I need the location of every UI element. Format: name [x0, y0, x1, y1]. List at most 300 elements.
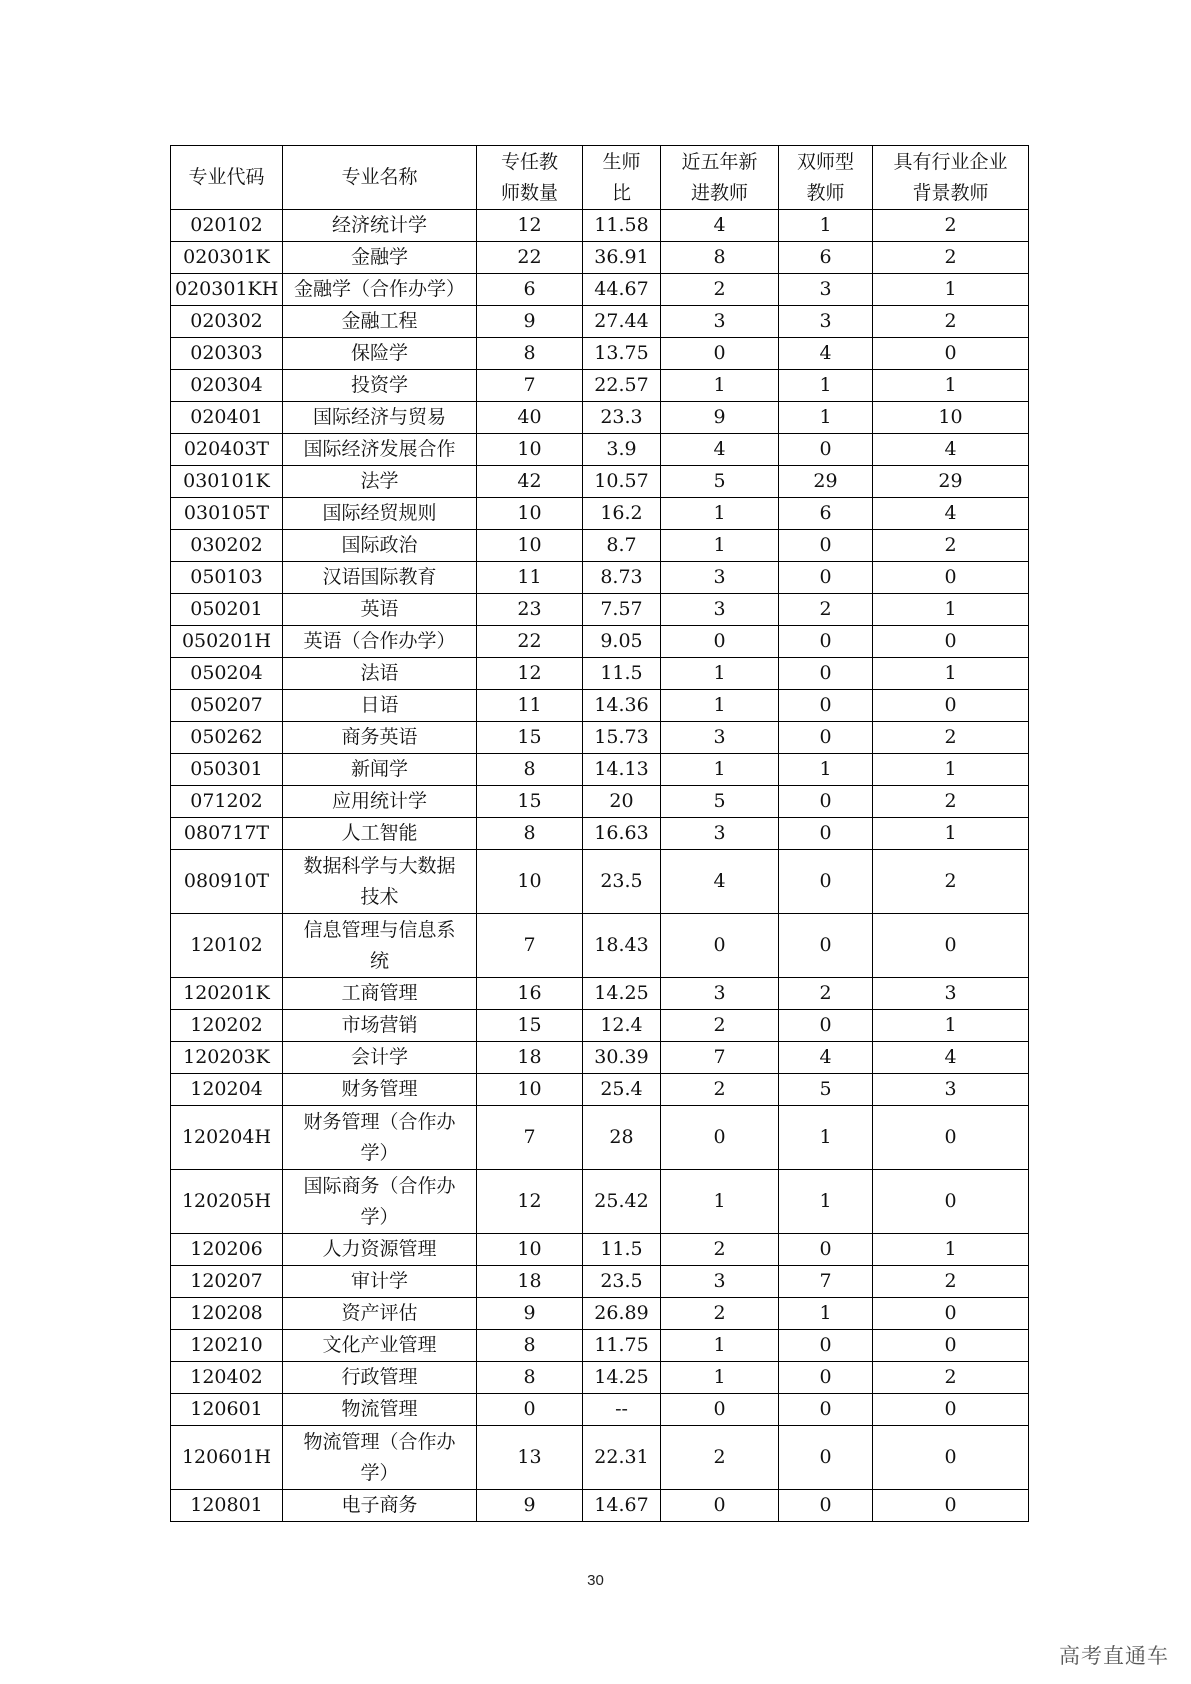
- table-cell: 10: [477, 850, 583, 914]
- table-cell: 0: [873, 1106, 1029, 1170]
- table-cell: 8: [477, 1362, 583, 1394]
- table-cell: 信息管理与信息系 统: [283, 914, 477, 978]
- table-cell: 2: [873, 722, 1029, 754]
- table-cell: 050103: [171, 562, 283, 594]
- table-cell: 12: [477, 658, 583, 690]
- table-cell: 0: [873, 338, 1029, 370]
- table-cell: 文化产业管理: [283, 1330, 477, 1362]
- table-cell: 3: [873, 1074, 1029, 1106]
- watermark-text: 高考直通车: [1059, 1644, 1169, 1668]
- table-cell: 40: [477, 402, 583, 434]
- table-cell: 电子商务: [283, 1490, 477, 1522]
- table-cell: 0: [661, 626, 779, 658]
- table-cell: 030105T: [171, 498, 283, 530]
- table-cell: 11.58: [583, 210, 661, 242]
- table-cell: 23.3: [583, 402, 661, 434]
- table-row: [171, 402, 1029, 434]
- table-cell: 22.31: [583, 1426, 661, 1490]
- table-cell: 23.5: [583, 1266, 661, 1298]
- table-cell: 物流管理: [283, 1394, 477, 1426]
- table-cell: 2: [873, 786, 1029, 818]
- table-cell: 020401: [171, 402, 283, 434]
- table-cell: 5: [661, 466, 779, 498]
- table-cell: 0: [779, 850, 873, 914]
- table-cell: 22: [477, 626, 583, 658]
- table-cell: 法语: [283, 658, 477, 690]
- table-cell: 3: [661, 818, 779, 850]
- table-cell: 7: [477, 914, 583, 978]
- table-row: [171, 370, 1029, 402]
- table-row: [171, 562, 1029, 594]
- table-cell: 11: [477, 690, 583, 722]
- table-cell: 0: [873, 1426, 1029, 1490]
- table-cell: 42: [477, 466, 583, 498]
- table-cell: 15.73: [583, 722, 661, 754]
- table-cell: 2: [873, 1362, 1029, 1394]
- table-cell: 4: [779, 1042, 873, 1074]
- table-row: [171, 658, 1029, 690]
- table-cell: 15: [477, 786, 583, 818]
- table-cell: 0: [779, 1234, 873, 1266]
- table-row: [171, 1010, 1029, 1042]
- table-cell: 12.4: [583, 1010, 661, 1042]
- table-cell: 会计学: [283, 1042, 477, 1074]
- table-cell: 050301: [171, 754, 283, 786]
- table-cell: 国际商务（合作办 学）: [283, 1170, 477, 1234]
- table-cell: 2: [779, 594, 873, 626]
- table-cell: 11.5: [583, 1234, 661, 1266]
- table-cell: 1: [873, 1010, 1029, 1042]
- table-row: [171, 466, 1029, 498]
- table-cell: 10: [477, 434, 583, 466]
- table-cell: 27.44: [583, 306, 661, 338]
- table-cell: 120402: [171, 1362, 283, 1394]
- column-header: 具有行业企业 背景教师: [873, 146, 1029, 210]
- table-cell: 18.43: [583, 914, 661, 978]
- table-cell: 030101K: [171, 466, 283, 498]
- table-cell: 4: [873, 498, 1029, 530]
- table-cell: 1: [873, 370, 1029, 402]
- table-cell: 0: [779, 658, 873, 690]
- table-row: [171, 914, 1029, 978]
- table-cell: 2: [873, 1266, 1029, 1298]
- table-cell: 0: [873, 626, 1029, 658]
- table-cell: 2: [873, 530, 1029, 562]
- table-cell: 2: [873, 210, 1029, 242]
- table-cell: 5: [779, 1074, 873, 1106]
- table-cell: 1: [661, 1362, 779, 1394]
- table-cell: 1: [661, 498, 779, 530]
- table-cell: 12: [477, 210, 583, 242]
- table-cell: 20: [583, 786, 661, 818]
- table-cell: 0: [779, 434, 873, 466]
- table-cell: 3: [779, 274, 873, 306]
- table-cell: 数据科学与大数据 技术: [283, 850, 477, 914]
- table-cell: 0: [873, 562, 1029, 594]
- table-cell: 1: [661, 370, 779, 402]
- table-cell: 9: [661, 402, 779, 434]
- faculty-table: [170, 145, 1029, 1522]
- table-cell: 1: [779, 754, 873, 786]
- table-cell: 1: [779, 1106, 873, 1170]
- table-cell: 1: [873, 594, 1029, 626]
- table-cell: 0: [661, 1490, 779, 1522]
- table-cell: 22.57: [583, 370, 661, 402]
- table-cell: 应用统计学: [283, 786, 477, 818]
- table-cell: 国际经济与贸易: [283, 402, 477, 434]
- table-cell: 1: [873, 818, 1029, 850]
- table-row: [171, 434, 1029, 466]
- table-row: [171, 594, 1029, 626]
- table-row: [171, 1234, 1029, 1266]
- table-cell: 020303: [171, 338, 283, 370]
- table-cell: --: [583, 1394, 661, 1426]
- table-cell: 3: [661, 306, 779, 338]
- table-cell: 120206: [171, 1234, 283, 1266]
- table-cell: 10: [477, 498, 583, 530]
- table-cell: 9.05: [583, 626, 661, 658]
- table-cell: 120207: [171, 1266, 283, 1298]
- table-cell: 2: [661, 1010, 779, 1042]
- table-cell: 法学: [283, 466, 477, 498]
- table-cell: 120208: [171, 1298, 283, 1330]
- table-row: [171, 1490, 1029, 1522]
- table-cell: 8: [477, 818, 583, 850]
- table-cell: 财务管理: [283, 1074, 477, 1106]
- table-row: [171, 1426, 1029, 1490]
- table-row: [171, 850, 1029, 914]
- table-cell: 1: [873, 754, 1029, 786]
- table-cell: 120601: [171, 1394, 283, 1426]
- table-cell: 080910T: [171, 850, 283, 914]
- table-cell: 1: [661, 1170, 779, 1234]
- table-cell: 3: [661, 594, 779, 626]
- table-cell: 3: [873, 978, 1029, 1010]
- table-cell: 1: [779, 402, 873, 434]
- table-cell: 3: [661, 978, 779, 1010]
- table-cell: 0: [873, 690, 1029, 722]
- table-cell: 金融工程: [283, 306, 477, 338]
- table-cell: 120210: [171, 1330, 283, 1362]
- table-cell: 金融学: [283, 242, 477, 274]
- table-cell: 15: [477, 1010, 583, 1042]
- table-cell: 0: [873, 914, 1029, 978]
- table-cell: 8: [477, 1330, 583, 1362]
- table-cell: 26.89: [583, 1298, 661, 1330]
- table-cell: 0: [873, 1298, 1029, 1330]
- table-cell: 审计学: [283, 1266, 477, 1298]
- table-cell: 经济统计学: [283, 210, 477, 242]
- table-cell: 0: [779, 1362, 873, 1394]
- table-cell: 工商管理: [283, 978, 477, 1010]
- table-body: [171, 210, 1029, 1522]
- table-cell: 13.75: [583, 338, 661, 370]
- table-cell: 资产评估: [283, 1298, 477, 1330]
- table-cell: 2: [661, 274, 779, 306]
- table-cell: 25.42: [583, 1170, 661, 1234]
- table-cell: 3: [661, 722, 779, 754]
- table-cell: 0: [779, 1490, 873, 1522]
- table-row: [171, 1106, 1029, 1170]
- table-cell: 汉语国际教育: [283, 562, 477, 594]
- table-cell: 7: [477, 370, 583, 402]
- table-cell: 0: [779, 1394, 873, 1426]
- table-cell: 25.4: [583, 1074, 661, 1106]
- table-cell: 4: [661, 210, 779, 242]
- table-cell: 行政管理: [283, 1362, 477, 1394]
- table-cell: 2: [661, 1298, 779, 1330]
- table-cell: 保险学: [283, 338, 477, 370]
- table-cell: 12: [477, 1170, 583, 1234]
- table-cell: 10.57: [583, 466, 661, 498]
- table-cell: 国际政治: [283, 530, 477, 562]
- table-cell: 0: [779, 818, 873, 850]
- table-cell: 23: [477, 594, 583, 626]
- table-cell: 2: [873, 306, 1029, 338]
- table-cell: 30.39: [583, 1042, 661, 1074]
- column-header: 近五年新 进教师: [661, 146, 779, 210]
- table-cell: 14.25: [583, 1362, 661, 1394]
- table-cell: 050262: [171, 722, 283, 754]
- table-cell: 0: [779, 914, 873, 978]
- table-cell: 1: [873, 658, 1029, 690]
- table-cell: 0: [779, 1330, 873, 1362]
- table-cell: 120201K: [171, 978, 283, 1010]
- table-cell: 国际经贸规则: [283, 498, 477, 530]
- table-cell: 020304: [171, 370, 283, 402]
- table-cell: 16: [477, 978, 583, 1010]
- table-cell: 16.63: [583, 818, 661, 850]
- table-cell: 1: [661, 1330, 779, 1362]
- table-cell: 22: [477, 242, 583, 274]
- table-cell: 0: [477, 1394, 583, 1426]
- table-cell: 3: [661, 1266, 779, 1298]
- table-cell: 15: [477, 722, 583, 754]
- table-row: [171, 1298, 1029, 1330]
- table-row: [171, 1330, 1029, 1362]
- table-cell: 0: [779, 530, 873, 562]
- table-cell: 4: [873, 1042, 1029, 1074]
- table-cell: 050207: [171, 690, 283, 722]
- column-header: 生师 比: [583, 146, 661, 210]
- table-cell: 英语（合作办学）: [283, 626, 477, 658]
- table-row: [171, 1394, 1029, 1426]
- table-cell: 9: [477, 1298, 583, 1330]
- table-header-row: [171, 146, 1029, 210]
- table-cell: 120204H: [171, 1106, 283, 1170]
- table-cell: 1: [779, 1298, 873, 1330]
- table-cell: 6: [779, 498, 873, 530]
- table-cell: 9: [477, 1490, 583, 1522]
- table-cell: 日语: [283, 690, 477, 722]
- table-cell: 2: [779, 978, 873, 1010]
- table-cell: 10: [477, 1074, 583, 1106]
- table-row: [171, 626, 1029, 658]
- table-cell: 8: [661, 242, 779, 274]
- table-cell: 1: [779, 210, 873, 242]
- table-cell: 3.9: [583, 434, 661, 466]
- table-cell: 2: [873, 242, 1029, 274]
- table-cell: 7.57: [583, 594, 661, 626]
- table-cell: 071202: [171, 786, 283, 818]
- table-row: [171, 690, 1029, 722]
- table-cell: 新闻学: [283, 754, 477, 786]
- table-row: [171, 242, 1029, 274]
- table-cell: 3: [779, 306, 873, 338]
- table-cell: 7: [779, 1266, 873, 1298]
- table-cell: 020102: [171, 210, 283, 242]
- table-row: [171, 338, 1029, 370]
- table-cell: 0: [779, 1010, 873, 1042]
- table-cell: 9: [477, 306, 583, 338]
- table-cell: 市场营销: [283, 1010, 477, 1042]
- table-cell: 财务管理（合作办 学）: [283, 1106, 477, 1170]
- table-cell: 4: [661, 434, 779, 466]
- column-header: 专业代码: [171, 146, 283, 210]
- table-cell: 8: [477, 338, 583, 370]
- table-cell: 050204: [171, 658, 283, 690]
- table-cell: 0: [873, 1490, 1029, 1522]
- table-cell: 120601H: [171, 1426, 283, 1490]
- table-cell: 120203K: [171, 1042, 283, 1074]
- table-cell: 0: [873, 1394, 1029, 1426]
- table-cell: 0: [779, 562, 873, 594]
- table-cell: 0: [779, 626, 873, 658]
- table-cell: 120801: [171, 1490, 283, 1522]
- table-cell: 英语: [283, 594, 477, 626]
- table-cell: 13: [477, 1426, 583, 1490]
- table-cell: 18: [477, 1042, 583, 1074]
- table-row: [171, 754, 1029, 786]
- table-cell: 物流管理（合作办 学）: [283, 1426, 477, 1490]
- table-cell: 5: [661, 786, 779, 818]
- table-cell: 金融学（合作办学）: [283, 274, 477, 306]
- table-cell: 7: [477, 1106, 583, 1170]
- table-cell: 6: [779, 242, 873, 274]
- table-cell: 6: [477, 274, 583, 306]
- table-cell: 人力资源管理: [283, 1234, 477, 1266]
- table-cell: 030202: [171, 530, 283, 562]
- table-cell: 11.75: [583, 1330, 661, 1362]
- table-row: [171, 210, 1029, 242]
- table-row: [171, 722, 1029, 754]
- table-cell: 1: [779, 370, 873, 402]
- table-cell: 1: [661, 530, 779, 562]
- table-cell: 2: [661, 1426, 779, 1490]
- table-cell: 020301K: [171, 242, 283, 274]
- table-cell: 11: [477, 562, 583, 594]
- table-cell: 28: [583, 1106, 661, 1170]
- table-cell: 14.25: [583, 978, 661, 1010]
- table-cell: 8.73: [583, 562, 661, 594]
- table-row: [171, 306, 1029, 338]
- table-row: [171, 1074, 1029, 1106]
- table-cell: 0: [779, 722, 873, 754]
- table-cell: 0: [873, 1170, 1029, 1234]
- table-row: [171, 1362, 1029, 1394]
- table-cell: 0: [661, 1106, 779, 1170]
- column-header: 专业名称: [283, 146, 477, 210]
- table-cell: 3: [661, 562, 779, 594]
- table-row: [171, 530, 1029, 562]
- table-cell: 080717T: [171, 818, 283, 850]
- table-cell: 2: [873, 850, 1029, 914]
- table-cell: 0: [873, 1330, 1029, 1362]
- table-cell: 020302: [171, 306, 283, 338]
- table-cell: 120205H: [171, 1170, 283, 1234]
- table-cell: 2: [661, 1234, 779, 1266]
- table-cell: 120102: [171, 914, 283, 978]
- table-cell: 10: [873, 402, 1029, 434]
- table-cell: 0: [661, 1394, 779, 1426]
- column-header: 双师型 教师: [779, 146, 873, 210]
- table-cell: 7: [661, 1042, 779, 1074]
- table-row: [171, 818, 1029, 850]
- table-cell: 18: [477, 1266, 583, 1298]
- table-cell: 1: [873, 1234, 1029, 1266]
- table-cell: 23.5: [583, 850, 661, 914]
- table-cell: 8: [477, 754, 583, 786]
- table-cell: 人工智能: [283, 818, 477, 850]
- table-cell: 4: [661, 850, 779, 914]
- table-cell: 0: [661, 338, 779, 370]
- table-cell: 商务英语: [283, 722, 477, 754]
- table-cell: 10: [477, 530, 583, 562]
- table-cell: 10: [477, 1234, 583, 1266]
- table-cell: 0: [779, 786, 873, 818]
- table-cell: 1: [661, 754, 779, 786]
- table-cell: 1: [661, 690, 779, 722]
- table-cell: 36.91: [583, 242, 661, 274]
- table-row: [171, 1170, 1029, 1234]
- table-cell: 14.67: [583, 1490, 661, 1522]
- table-cell: 0: [779, 690, 873, 722]
- table-cell: 120204: [171, 1074, 283, 1106]
- table-cell: 国际经济发展合作: [283, 434, 477, 466]
- table-cell: 4: [779, 338, 873, 370]
- table-cell: 8.7: [583, 530, 661, 562]
- page-number: 30: [587, 1572, 604, 1589]
- table-cell: 29: [873, 466, 1029, 498]
- table-row: [171, 1266, 1029, 1298]
- table-cell: 020403T: [171, 434, 283, 466]
- table-cell: 14.36: [583, 690, 661, 722]
- table-cell: 16.2: [583, 498, 661, 530]
- column-header: 专任教 师数量: [477, 146, 583, 210]
- table-cell: 0: [779, 1426, 873, 1490]
- table-cell: 020301KH: [171, 274, 283, 306]
- table-cell: 050201: [171, 594, 283, 626]
- table-cell: 1: [779, 1170, 873, 1234]
- table-row: [171, 978, 1029, 1010]
- table-cell: 2: [661, 1074, 779, 1106]
- table-cell: 120202: [171, 1010, 283, 1042]
- table-cell: 1: [661, 658, 779, 690]
- table-cell: 4: [873, 434, 1029, 466]
- table-row: [171, 786, 1029, 818]
- table-row: [171, 1042, 1029, 1074]
- table-cell: 44.67: [583, 274, 661, 306]
- table-cell: 0: [661, 914, 779, 978]
- table-cell: 050201H: [171, 626, 283, 658]
- table-cell: 1: [873, 274, 1029, 306]
- table-row: [171, 498, 1029, 530]
- table-cell: 29: [779, 466, 873, 498]
- table-row: [171, 274, 1029, 306]
- table-cell: 11.5: [583, 658, 661, 690]
- table-cell: 投资学: [283, 370, 477, 402]
- table-cell: 14.13: [583, 754, 661, 786]
